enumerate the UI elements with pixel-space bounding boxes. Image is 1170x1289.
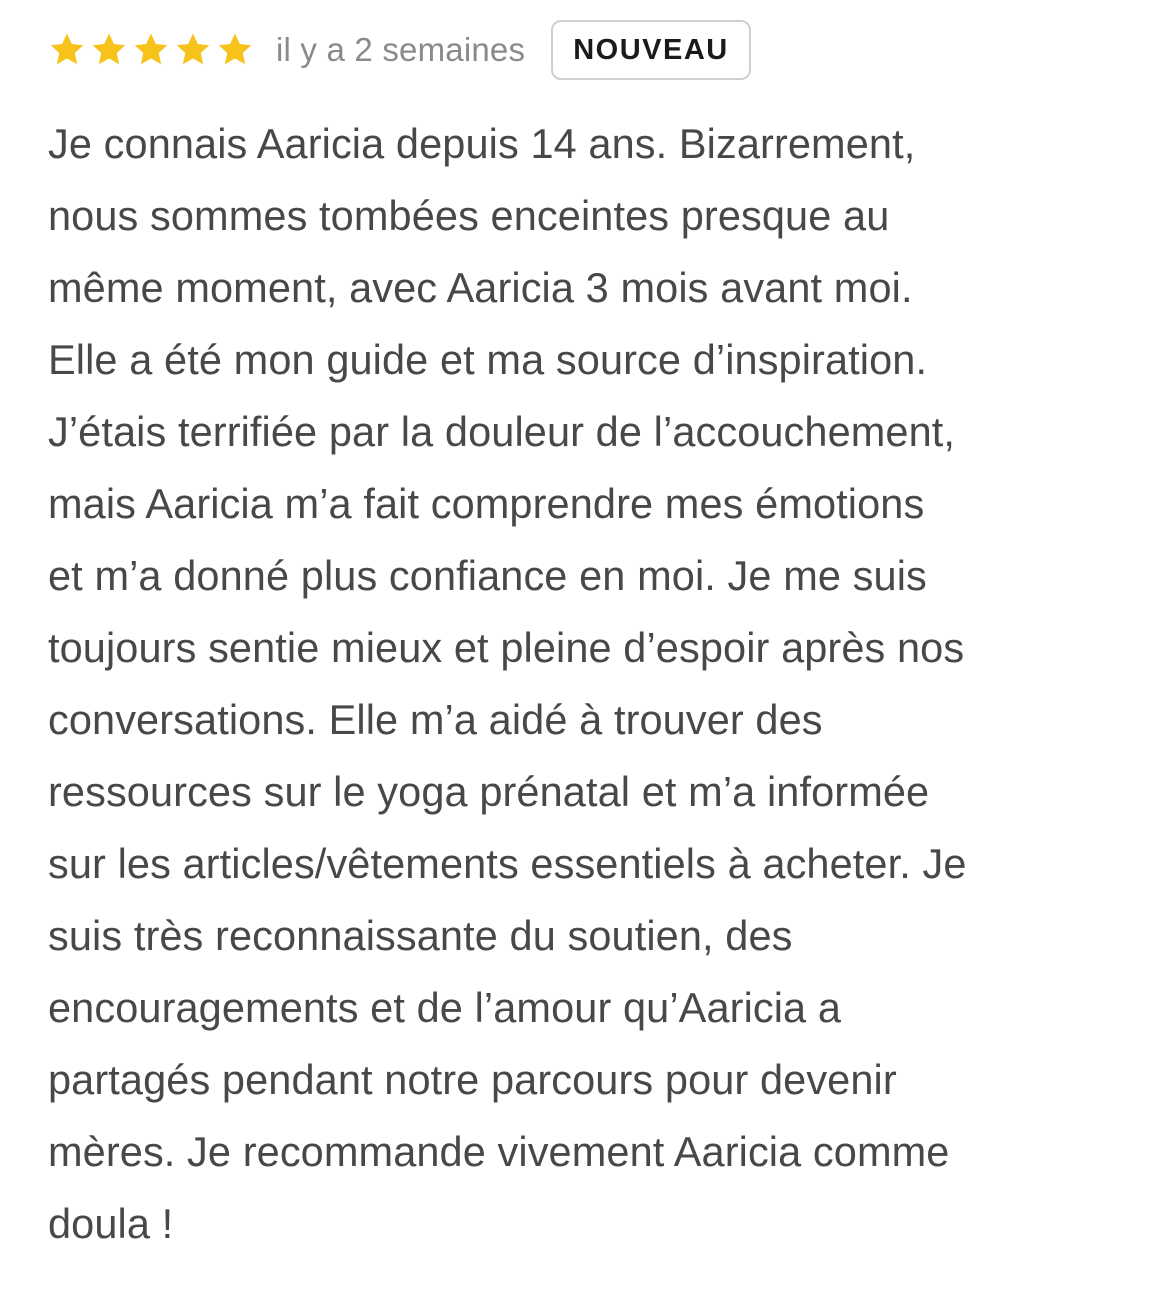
review-text-line: mères. Je recommande vivement Aaricia comme xyxy=(48,1128,950,1175)
review-text-line: doula ! xyxy=(48,1200,174,1247)
review-timestamp: il y a 2 semaines xyxy=(276,31,526,68)
review-text-line: sur les articles/vêtements essentiels à acheter. Je xyxy=(48,840,967,887)
review-text-line: et m’a donné plus confiance en moi. Je me suis xyxy=(48,552,927,599)
review-text-line: Elle a été mon guide et ma source d’inspiration. xyxy=(48,336,928,383)
review-text-line: conversations. Elle m’a aidé à trouver des xyxy=(48,696,823,743)
review-text-line: nous sommes tombées enceintes presque au xyxy=(48,192,890,239)
review-text-line: encouragements et de l’amour qu’Aaricia a xyxy=(48,984,842,1031)
review-text-line: partagés pendant notre parcours pour devenir xyxy=(48,1056,897,1103)
review-text-line: ressources sur le yoga prénatal et m’a informée xyxy=(48,768,930,815)
review-text-line: suis très reconnaissante du soutien, des xyxy=(48,912,793,959)
star-icon xyxy=(48,31,86,69)
star-icon xyxy=(216,31,254,69)
star-icon xyxy=(132,31,170,69)
review-card xyxy=(48,18,1128,1260)
review-text-line: toujours sentie mieux et pleine d’espoir après nos xyxy=(48,624,965,671)
review-text-line: Je connais Aaricia depuis 14 ans. Bizarrement, xyxy=(48,120,916,167)
review-text-line: mais Aaricia m’a fait comprendre mes émotions xyxy=(48,480,925,527)
star-icon xyxy=(90,31,128,69)
star-rating xyxy=(48,31,254,69)
review-text xyxy=(48,108,1128,1260)
new-badge: NOUVEAU xyxy=(551,20,751,80)
review-header xyxy=(48,18,1128,82)
review-text-line: même moment, avec Aaricia 3 mois avant moi. xyxy=(48,264,913,311)
review-text-line: J’étais terrifiée par la douleur de l’accouchement, xyxy=(48,408,956,455)
star-icon xyxy=(174,31,212,69)
